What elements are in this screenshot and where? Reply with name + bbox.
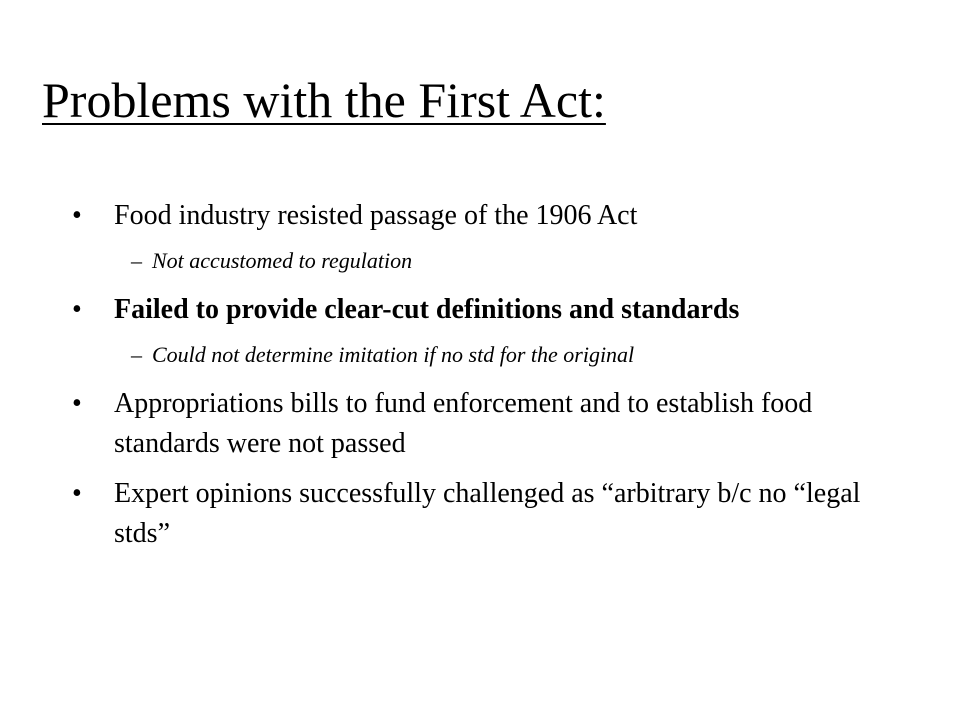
spacer [72,464,912,474]
bullet-item [72,474,912,554]
bullet-list [72,196,912,554]
bullet-item [72,196,912,236]
sub-bullet-text: Not accustomed to regulation [152,248,413,273]
bullet-item [72,384,912,464]
bullet-text: Food industry resisted passage of the 1906 Act [114,200,638,231]
bullet-item [72,290,912,330]
sub-bullet-item [72,246,912,276]
bullet-text: Appropriations bills to fund enforcement and to establish food standards were not passed [114,388,813,459]
dash-icon: – [131,342,142,367]
sub-bullet-text: Could not determine imitation if no std for the original [152,342,635,367]
slide-title: Problems with the First Act: [42,72,606,128]
dash-icon: – [131,248,142,273]
bullet-text: Failed to provide clear-cut definitions and standards [114,294,740,325]
sub-bullet-item [72,340,912,370]
bullet-icon: • [72,388,82,419]
bullet-icon: • [72,294,82,325]
bullet-icon: • [72,200,82,231]
bullet-text: Expert opinions successfully challenged as “arbitrary b/c no “legal stds” [114,478,861,549]
bullet-icon: • [72,478,82,509]
